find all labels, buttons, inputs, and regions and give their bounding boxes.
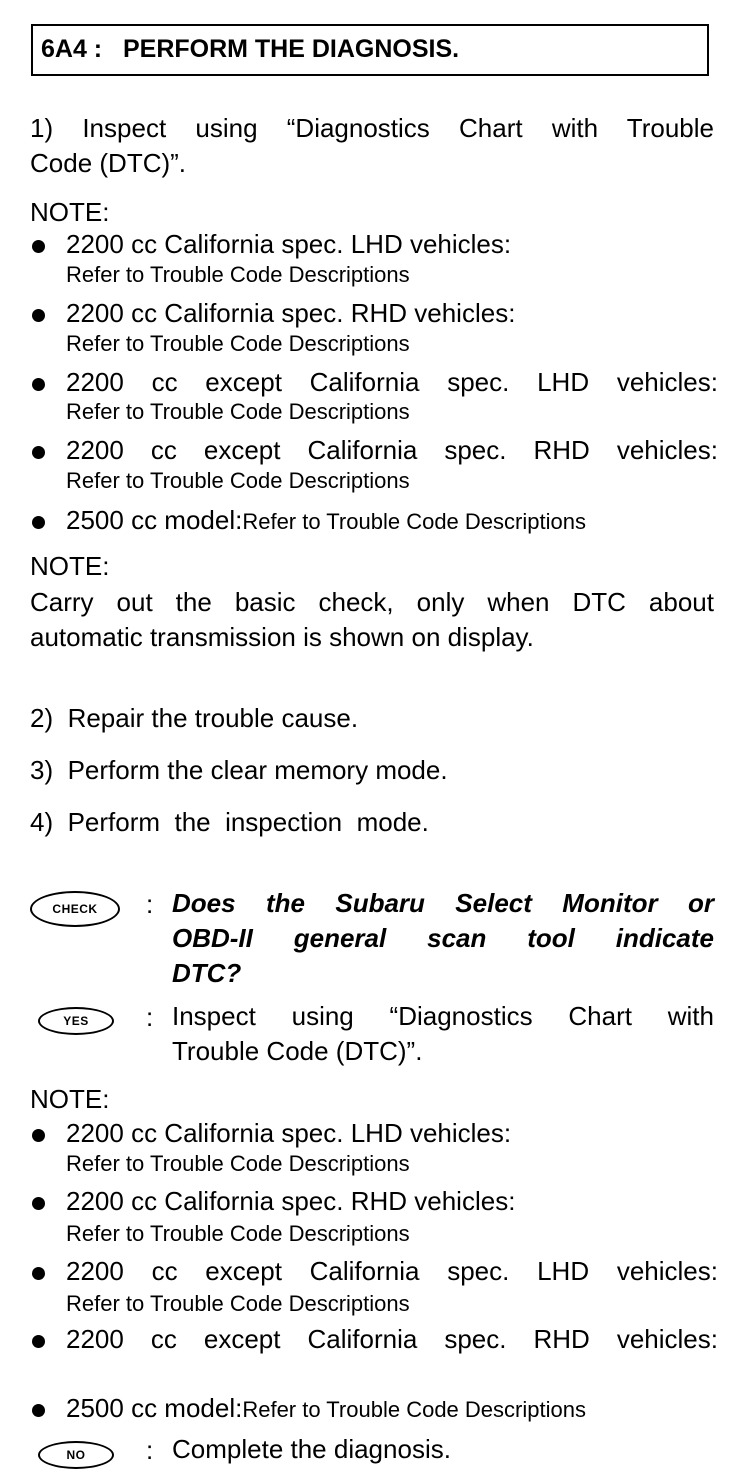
bullet-icon	[32, 240, 45, 253]
step-1-line-1: 1) Inspect using “Diagnostics Chart with Trouble	[30, 113, 714, 143]
bullet-icon	[32, 1197, 45, 1210]
bullet-main-text: 2500 cc model:	[66, 505, 243, 535]
note-text-line-2: automatic transmission is shown on display.	[30, 622, 534, 652]
yes-answer-line-1: Inspect using “Diagnostics Chart with	[172, 1001, 714, 1031]
step-3: 3) Perform the clear memory mode.	[30, 755, 448, 785]
bullet-sub: Refer to Trouble Code Descriptions	[66, 399, 410, 424]
check-question-line-2: OBD-II general scan tool indicate	[172, 923, 714, 953]
bullet-main: 2200 cc California spec. LHD vehicles:	[66, 1118, 512, 1148]
bullet-sub: Refer to Trouble Code Descriptions	[66, 1291, 410, 1316]
bullet-icon	[32, 1267, 45, 1280]
step-1-line-2: Code (DTC)”.	[30, 148, 187, 178]
bullet-inline-sub: Refer to Trouble Code Descriptions	[242, 509, 586, 534]
bullet-sub: Refer to Trouble Code Descriptions	[66, 468, 410, 493]
check-question-line-1: Does the Subaru Select Monitor or	[172, 888, 714, 918]
no-badge-icon: NO	[38, 1441, 114, 1469]
check-question-line-3: DTC?	[172, 958, 242, 988]
bullet-icon	[32, 1335, 45, 1348]
bullet-main	[66, 504, 718, 538]
step-4: 4) Perform the inspection mode.	[30, 807, 429, 837]
bullet-icon	[32, 446, 45, 459]
bullet-main: 2200 cc except California spec. LHD vehicles:	[66, 1256, 718, 1286]
bullet-sub: Refer to Trouble Code Descriptions	[66, 1151, 410, 1176]
check-colon: :	[146, 889, 154, 919]
bullet-icon	[32, 1129, 45, 1142]
bullet-icon	[32, 378, 45, 391]
bullet-inline-sub: Refer to Trouble Code Descriptions	[242, 1397, 586, 1422]
note-label: NOTE:	[30, 551, 110, 581]
bullet-sub: Refer to Trouble Code Descriptions	[66, 262, 410, 287]
bullet-main: 2200 cc except California spec. RHD vehicles:	[66, 435, 718, 465]
yes-colon: :	[146, 1002, 154, 1032]
check-badge-icon: CHECK	[30, 891, 120, 927]
yes-answer-line-2: Trouble Code (DTC)”.	[172, 1036, 423, 1066]
bullet-sub: Refer to Trouble Code Descriptions	[66, 1221, 410, 1246]
no-colon: :	[146, 1435, 154, 1465]
step-2: 2) Repair the trouble cause.	[30, 703, 359, 733]
bullet-main: 2200 cc California spec. LHD vehicles:	[66, 229, 512, 259]
bullet-main: 2200 cc except California spec. LHD vehicles:	[66, 367, 718, 397]
bullet-sub: Refer to Trouble Code Descriptions	[66, 331, 410, 356]
bullet-icon	[32, 309, 45, 322]
bullet-main-text: 2500 cc model:	[66, 1393, 243, 1423]
bullet-icon	[32, 516, 45, 529]
bullet-main	[66, 1392, 718, 1426]
no-answer-text: Complete the diagnosis.	[172, 1434, 451, 1464]
bullet-main: 2200 cc except California spec. RHD vehicles:	[66, 1324, 718, 1354]
bullet-icon	[32, 1404, 45, 1417]
note-text-line-1: Carry out the basic check, only when DTC about	[30, 587, 714, 617]
note-label: NOTE:	[30, 1084, 110, 1114]
note-label: NOTE:	[30, 197, 110, 227]
bullet-main: 2200 cc California spec. RHD vehicles:	[66, 1186, 516, 1216]
yes-badge-icon: YES	[38, 1007, 114, 1035]
section-title: 6A4 : PERFORM THE DIAGNOSIS.	[31, 24, 709, 76]
bullet-main: 2200 cc California spec. RHD vehicles:	[66, 298, 516, 328]
